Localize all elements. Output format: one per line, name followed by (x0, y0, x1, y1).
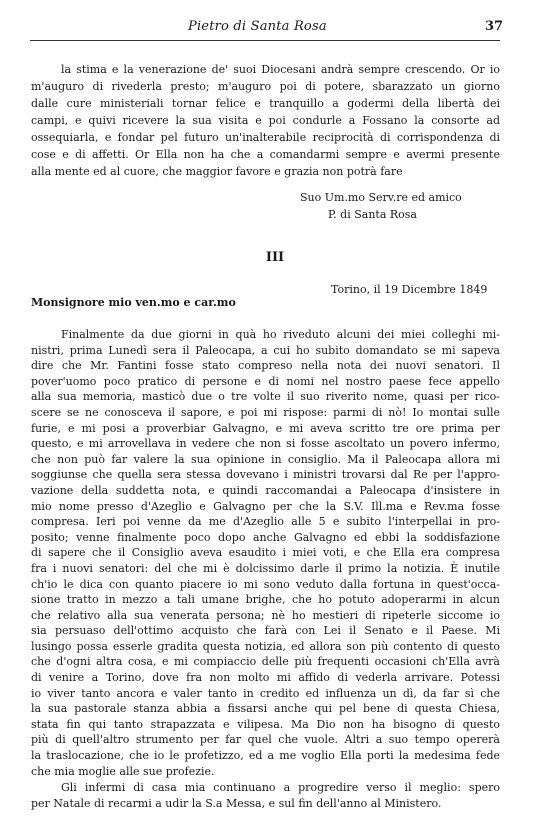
text-line: sia persuaso dell'ottimo acquisto che farà con Lei il Senato e il Paese. Mi (31, 624, 500, 638)
text-line: posito; venne finalmente poco dopo anche Galvagno ed ebbi la soddisfazione (31, 530, 500, 544)
text-line: vazione della suddetta nota, e quindi raccomandai a Paleocapa d'insistere in (31, 483, 500, 497)
text-line: stata fin qui tanto strapazzata e vilipesa. Ma Dio non ha bisogno di questo (31, 717, 500, 731)
text-line: più di quell'altro strumento per far quel che vuole. Altri a suo tempo opererà (31, 733, 500, 747)
signature-block (300, 189, 462, 223)
text-line: Gli infermi di casa mia continuano a progredire verso il meglio: spero (61, 781, 500, 794)
letter-date: Torino, il 19 Dicembre 1849 (331, 283, 488, 296)
text-line: alla mente ed al cuore, che maggior favore e grazia non potrà fare (31, 165, 403, 178)
header-rule (30, 40, 500, 41)
text-line: la stima e la venerazione de' suoi Diocesani andrà sempre crescendo. Or io (61, 63, 500, 76)
text-line: di venire a Torino, dove fra non molto mi affido di vederla arrivare. Potessi (31, 671, 500, 685)
text-line: dire che Mr. Fantini fosse stato compreso nella nota dei nuovi senatori. Il (31, 359, 500, 373)
text-line: questo, e mi arrovellava in vedere che non si fosse ascoltato un povero infermo, (31, 437, 500, 451)
text-line: lusingo possa esserle gradita questa notizia, ed allora son più contento di questo (31, 639, 500, 653)
text-line: furie, e mi posi a proverbiar Galvagno, e mi aveva scritto tre ore prima per (31, 421, 500, 435)
text-line: compresa. Ieri poi venne da me d'Azeglio alle 5 e subito l'interpellai in pro- (31, 515, 500, 529)
letter-ii-closing-paragraph (31, 61, 500, 180)
text-line: che non può far valere la sua opinione in consiglio. Ma il Paleocapa allora mi (31, 452, 500, 466)
text-line: che d'ogni altra cosa, e mi compiaccio delle più frequenti occasioni ch'Ella avrà (31, 655, 500, 669)
text-line: m'auguro di rivederla presto; m'auguro poi di potere, sbarazzato un giorno (31, 80, 500, 93)
text-line: pover'uomo poco pratico di persone e di nomi nel nostro paese fece appello (31, 374, 500, 388)
letter-iii-paragraph-1 (31, 327, 500, 779)
text-line: dalle cure ministeriali tornar felice e tranquillo a godermi della libertà dei (31, 97, 500, 110)
text-line: ossequiarla, e fondar pel futuro un'inalterabile reciprocità di corrispondenza di (31, 131, 500, 144)
text-line: per Natale di recarmi a udir la S.a Messa, e sul fin dell'anno al Ministero. (31, 797, 442, 810)
running-title: Pietro di Santa Rosa (188, 19, 327, 34)
text-line: io viver tanto ancora e valer tanto in credito ed influenza un dì, da far sì che (31, 686, 500, 700)
signature-closing: Suo Um.mo Serv.re ed amico (300, 191, 462, 204)
text-line: Finalmente da due giorni in quà ho riveduto alcuni dei miei colleghi mi- (61, 328, 500, 341)
text-line: alla sua memoria, masticò due o tre volte il suo riverito nome, quasi per rico- (31, 390, 500, 404)
text-line: soggiunse che quella sera stessa dovevano i ministri trovarsi dal Re per l'appro- (31, 468, 500, 482)
running-header (0, 0, 550, 44)
text-line: scere se ne conosceva il sapore, e poi mi rispose: parmi di nò! Io montai sulle (31, 405, 500, 419)
text-line: che mia moglie alle sue profezie. (31, 764, 215, 778)
text-line: di sapere che il Consiglio aveva esaudito i miei voti, e che Ella era compresa (31, 546, 500, 560)
text-line: mio nome presso d'Azeglio e Galvagno per che la S.V. Ill.ma e Rev.ma fosse (31, 499, 500, 513)
text-line: cose e di affetti. Or Ella non ha che a comandarmi sempre e avermi presente (31, 148, 500, 161)
text-line: fra i nuovi senatori: del che mi è dolcissimo darle il primo la notizia. È inutile (31, 561, 500, 575)
page-number: 37 (485, 19, 504, 34)
text-line: che relativo alla sua venerata persona; nè ho mestieri di ripeterle siccome io (31, 608, 500, 622)
salutation: Monsignore mio ven.mo e car.mo (31, 296, 236, 309)
text-line: sione tratto in mezzo a tali umane brighe, che ho potuto adoperarmi in alcun (31, 593, 500, 607)
text-line: nistri, prima Lunedì sera il Paleocapa, a cui ho subito domandato se mi sapeva (31, 343, 500, 357)
text-line: campi, e quivi ricevere la sua visita e poi condurle a Fossano la consorte ad (31, 114, 500, 127)
text-line: la traslocazione, che io le profetizzo, ed a me voglio Ella porti la medesima fede (31, 749, 500, 763)
letter-number: III (265, 250, 285, 265)
text-line: la sua pastorale stanza abbia a fissarsi anche qui pel bene di questa Chiesa, (31, 702, 500, 716)
signature-name: P. di Santa Rosa (328, 208, 417, 221)
letter-iii-paragraph-2 (31, 780, 500, 812)
text-line: ch'io le dica con quanto piacere io mi sono veduto dalla fortuna in quest'occa- (31, 577, 500, 591)
